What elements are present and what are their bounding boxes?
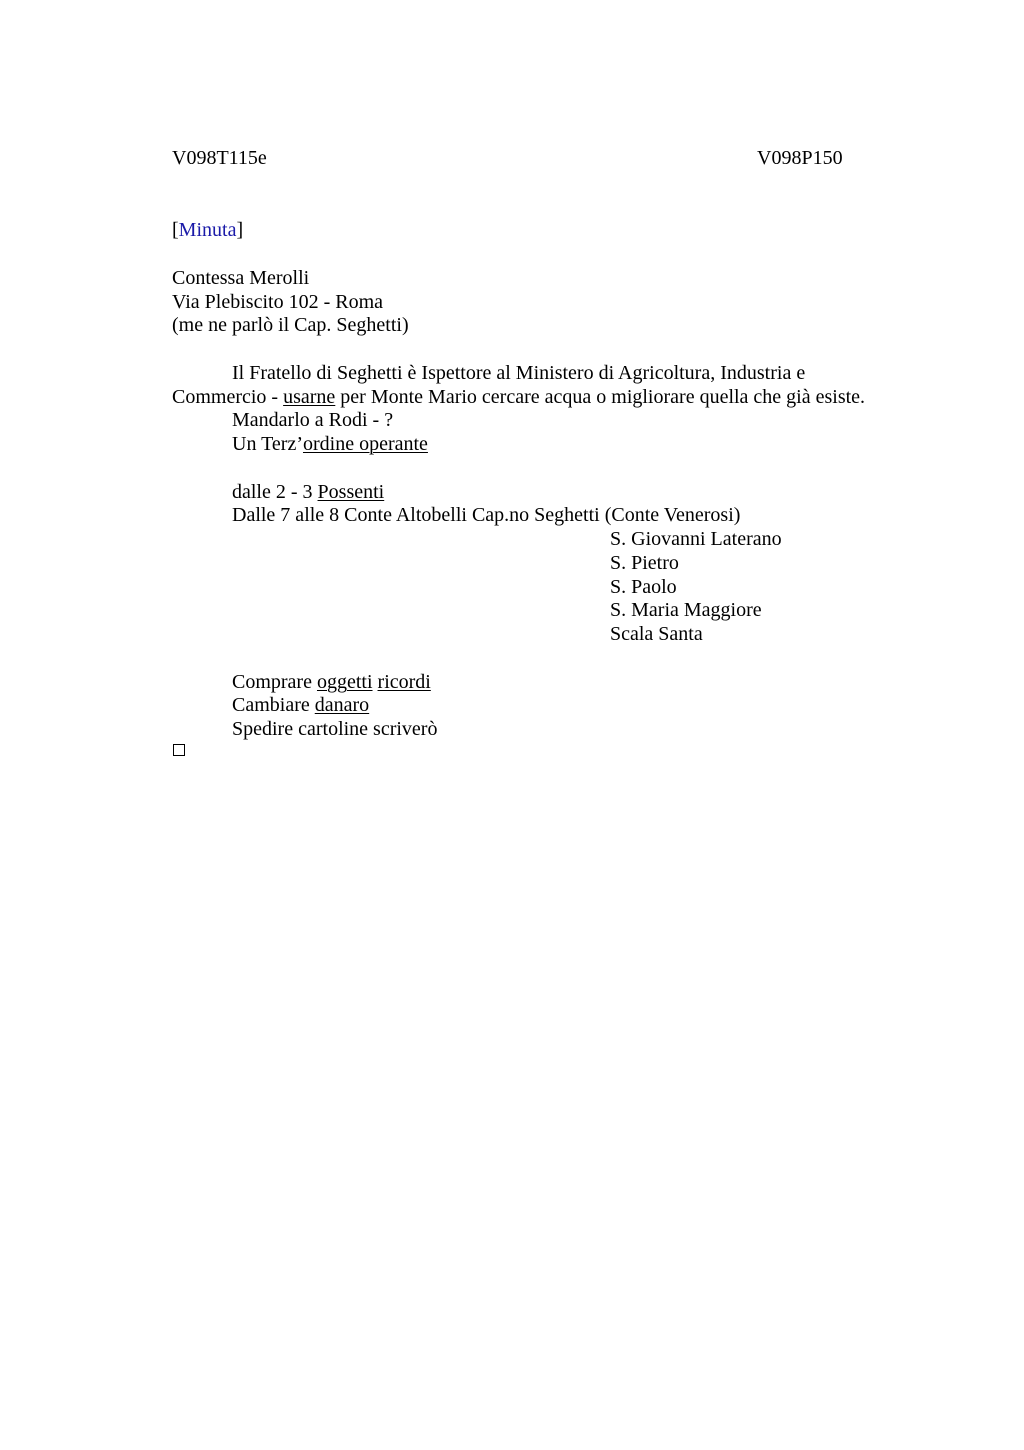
todo-spedire: Spedire cartoline scriverò bbox=[232, 718, 438, 740]
address-note: (me ne parlò il Cap. Seghetti) bbox=[172, 314, 409, 336]
document-code-left: V098T115e bbox=[172, 147, 267, 169]
todo-cambiare bbox=[232, 693, 369, 717]
ricordi-text: ricordi bbox=[377, 671, 431, 693]
church-item: Scala Santa bbox=[610, 623, 703, 645]
open-bracket: [ bbox=[172, 219, 179, 241]
minuta-text: Minuta bbox=[178, 219, 237, 241]
church-item: S. Maria Maggiore bbox=[610, 599, 762, 621]
usarne-word: usarne bbox=[283, 386, 336, 408]
terz-prefix: Un Terz’ bbox=[232, 433, 303, 455]
dalle-prefix: dalle 2 - 3 bbox=[232, 481, 318, 503]
oggetti-text: oggetti bbox=[316, 671, 373, 693]
church-item: S. Giovanni Laterano bbox=[610, 528, 782, 550]
note-dalle-2-3 bbox=[232, 480, 384, 504]
note-terz-ordine bbox=[232, 432, 428, 456]
note-rodi: Mandarlo a Rodi - ? bbox=[232, 409, 394, 431]
close-bracket: ] bbox=[236, 219, 244, 241]
todo-comprare bbox=[232, 670, 431, 694]
possenti-text: Possenti bbox=[317, 481, 385, 503]
paragraph-line-2-end: per Monte Mario cercare acqua o migliorare quella che già esiste. bbox=[335, 386, 866, 408]
note-dalle-7-8: Dalle 7 alle 8 Conte Altobelli Cap.no Seghetti (Conte Venerosi) bbox=[232, 504, 741, 526]
ordine-operante-text: ordine operante bbox=[302, 433, 428, 455]
comprare-prefix: Comprare bbox=[232, 671, 317, 693]
paragraph-line-1: Il Fratello di Seghetti è Ispettore al Ministero di Agricoltura, Industria e bbox=[232, 362, 806, 384]
end-box-icon bbox=[173, 744, 185, 756]
paragraph-line-2 bbox=[172, 385, 865, 409]
paragraph-line-2-start: Commercio - bbox=[172, 386, 284, 408]
minuta-label bbox=[172, 218, 243, 242]
address-street: Via Plebiscito 102 - Roma bbox=[172, 291, 383, 313]
church-item: S. Paolo bbox=[610, 576, 677, 598]
cambiare-prefix: Cambiare bbox=[232, 694, 315, 716]
church-item: S. Pietro bbox=[610, 552, 679, 574]
address-name: Contessa Merolli bbox=[172, 267, 310, 289]
document-code-right: V098P150 bbox=[757, 147, 843, 169]
danaro-text: danaro bbox=[314, 694, 370, 716]
